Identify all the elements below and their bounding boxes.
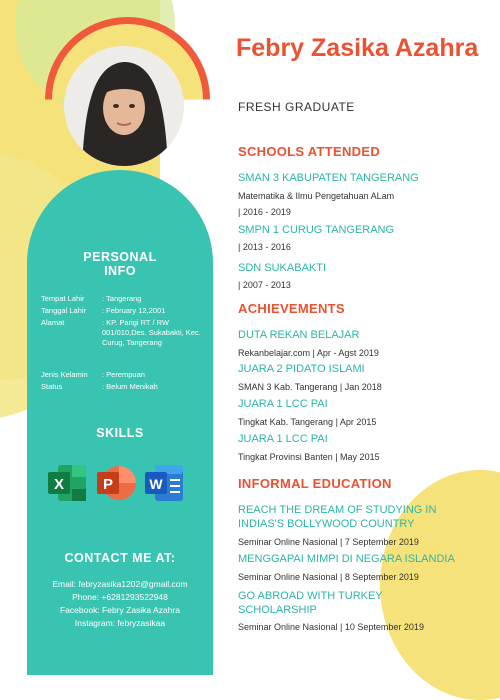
svg-text:P: P xyxy=(102,476,114,493)
achievement-name: JUARA 2 PIDATO ISLAMI xyxy=(238,363,365,375)
contact-phone: Phone: +6281293522948 xyxy=(72,592,168,602)
info-label: Alamat xyxy=(41,318,65,327)
achievement-detail: Rekanbelajar.com | Apr - Agst 2019 xyxy=(238,348,379,358)
schools-title: SCHOOLS ATTENDED xyxy=(238,144,381,159)
achievements-title: ACHIEVEMENTS xyxy=(238,301,345,316)
svg-text:X: X xyxy=(53,476,65,493)
skills-title: SKILLS xyxy=(96,426,144,440)
info-value: : February 12,2001 xyxy=(102,306,166,315)
profile-photo xyxy=(64,46,184,166)
informal-education-title: INFORMAL EDUCATION xyxy=(238,476,392,491)
svg-text:W: W xyxy=(149,476,163,492)
achievement-name: JUARA 1 LCC PAI xyxy=(238,433,328,445)
word-icon xyxy=(143,462,185,504)
info-label: Tempat Lahir xyxy=(41,294,85,303)
personal-info-title-line1: PERSONAL xyxy=(83,250,157,264)
powerpoint-icon xyxy=(94,462,136,504)
excel-icon xyxy=(46,462,88,504)
school-years: | 2013 - 2016 xyxy=(238,242,291,252)
contact-instagram: Instagram: febryzasikaa xyxy=(74,618,166,628)
info-value: : KP. Parigi RT / RW 001/010,Des. Sukabakti, Kec. Curug, Tangerang xyxy=(102,318,201,347)
informal-item-detail: Seminar Online Nasional | 7 September 2019 xyxy=(238,537,419,547)
personal-info-title xyxy=(27,250,213,278)
school-years: | 2016 - 2019 xyxy=(238,207,291,217)
contact-facebook: Facebook: Febry Zasika Azahra xyxy=(59,605,180,615)
school-name: SMAN 3 KABUPATEN TANGERANG xyxy=(238,172,419,184)
info-value: : Perempuan xyxy=(102,370,145,379)
informal-item-detail: Seminar Online Nasional | 10 September 2019 xyxy=(238,622,424,632)
info-value: : Belum Menikah xyxy=(102,382,158,391)
informal-item-name: MENGGAPAI MIMPI DI NEGARA ISLANDIA xyxy=(238,553,455,565)
school-years: | 2007 - 2013 xyxy=(238,280,291,290)
contact-email: Email: febryzasika1202@gmail.com xyxy=(52,579,188,589)
info-label: Status xyxy=(41,382,63,391)
achievement-name: DUTA REKAN BELAJAR xyxy=(238,329,360,341)
info-value: : Tangerang xyxy=(102,294,142,303)
personal-info-title-line2: INFO xyxy=(104,264,136,278)
informal-item-name: GO ABROAD WITH TURKEY SCHOLARSHIP xyxy=(238,590,383,616)
informal-item-name: REACH THE DREAM OF STUDYING IN INDIAS'S BOLLYWOOD COUNTRY xyxy=(238,504,437,530)
achievement-detail: Tingkat Provinsi Banten | May 2015 xyxy=(238,452,380,462)
resume-name: Febry Zasika Azahra xyxy=(236,34,479,62)
achievement-name: JUARA 1 LCC PAI xyxy=(238,398,328,410)
informal-item-detail: Seminar Online Nasional | 8 September 2019 xyxy=(238,572,419,582)
info-label: Jenis Kelamin xyxy=(41,370,88,379)
resume-subtitle: FRESH GRADUATE xyxy=(238,100,355,114)
school-name: SDN SUKABAKTI xyxy=(238,262,327,274)
contact-title: CONTACT ME AT: xyxy=(64,551,176,565)
info-label: Tanggal Lahir xyxy=(41,306,87,315)
school-name: SMPN 1 CURUG TANGERANG xyxy=(238,224,395,236)
achievement-detail: Tingkat Kab. Tangerang | Apr 2015 xyxy=(238,417,377,427)
achievement-detail: SMAN 3 Kab. Tangerang | Jan 2018 xyxy=(238,382,382,392)
school-detail: Matematika & Ilmu Pengetahuan ALam xyxy=(238,191,395,201)
